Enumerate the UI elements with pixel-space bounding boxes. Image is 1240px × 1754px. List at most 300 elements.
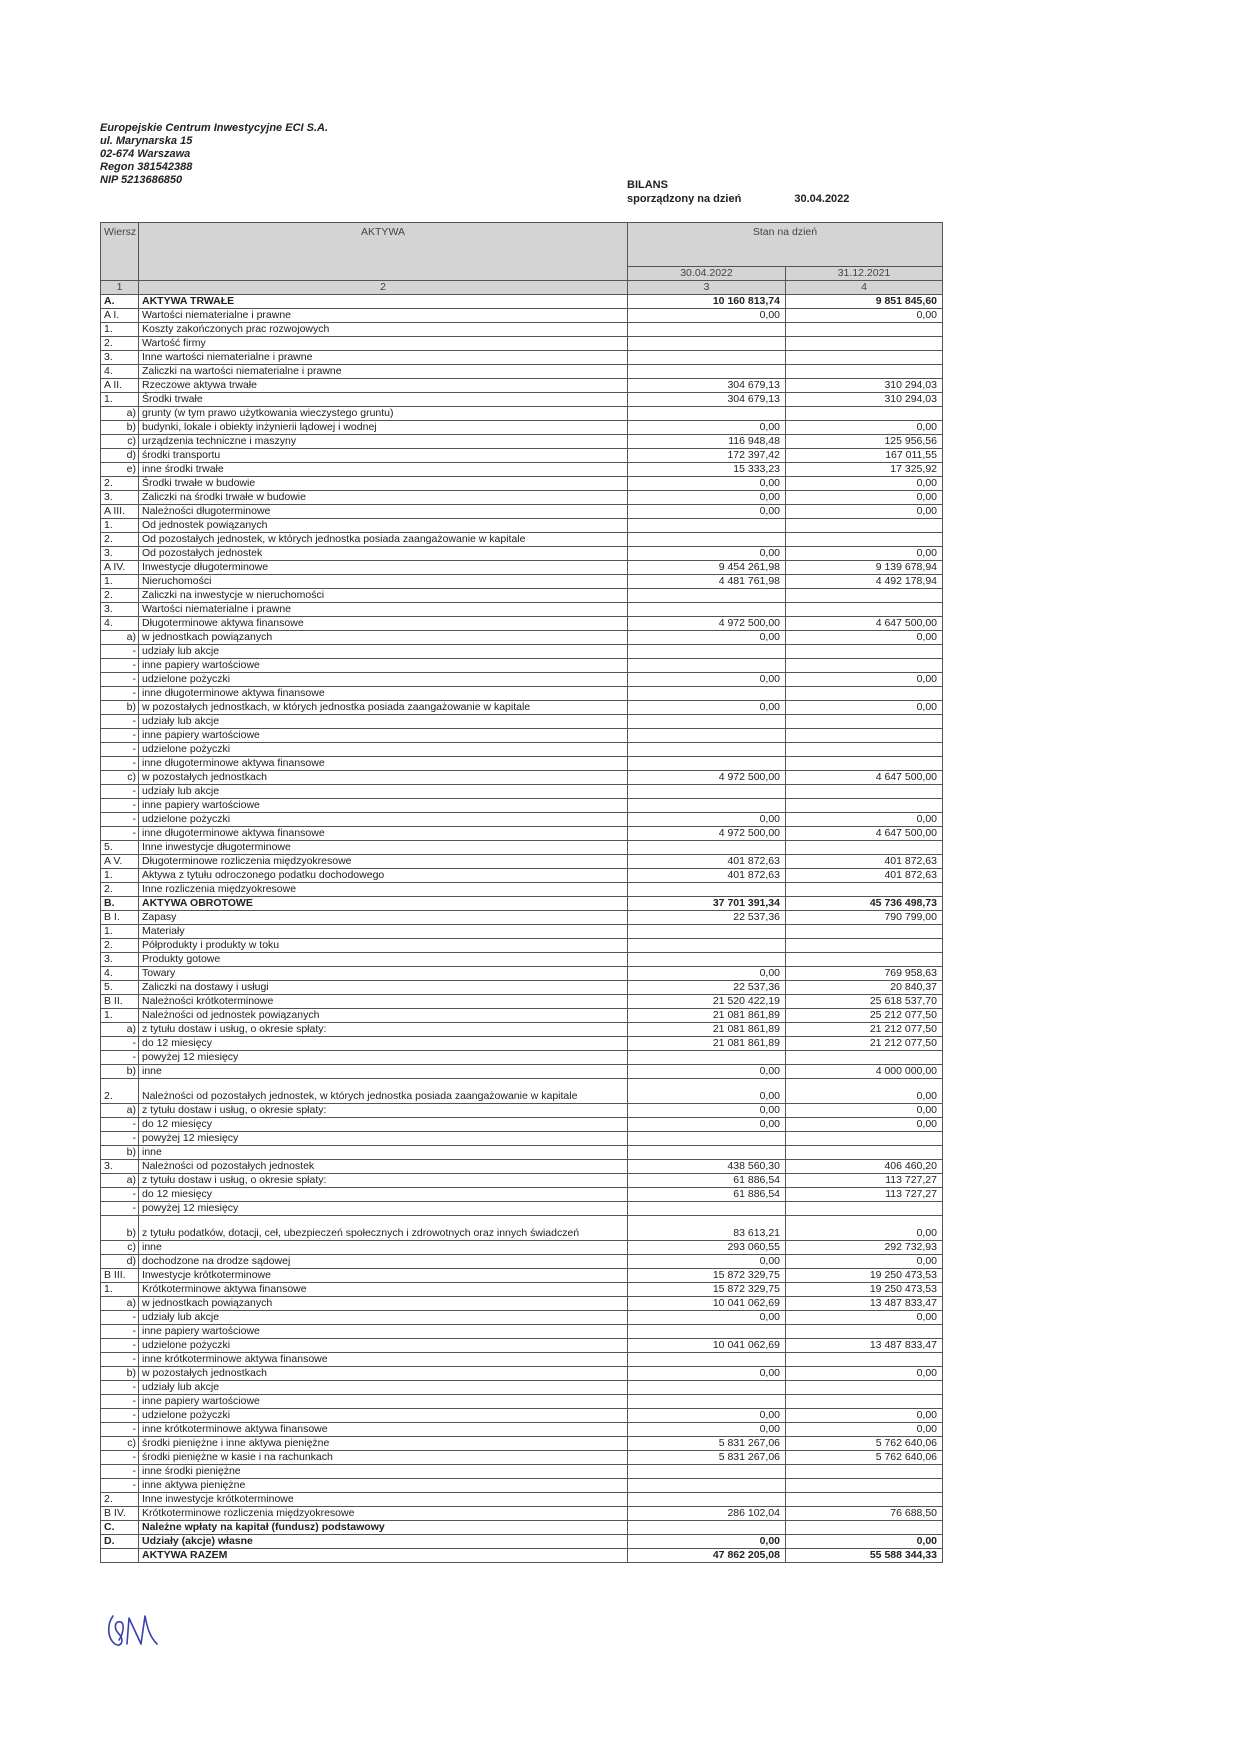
row-number: - <box>101 1311 139 1325</box>
table-row <box>101 575 943 589</box>
row-value-current <box>628 953 786 967</box>
row-value-current: 10 041 062,69 <box>628 1297 786 1311</box>
row-value-previous <box>786 953 943 967</box>
row-number <box>101 1549 139 1563</box>
table-row <box>101 967 943 981</box>
row-value-current <box>628 1465 786 1479</box>
table-row <box>101 1188 943 1202</box>
row-number: D. <box>101 1535 139 1549</box>
row-value-previous: 292 732,93 <box>786 1241 943 1255</box>
row-value-previous <box>786 841 943 855</box>
row-value-previous: 769 958,63 <box>786 967 943 981</box>
row-number: b) <box>101 1367 139 1381</box>
row-value-current: 21 520 422,19 <box>628 995 786 1009</box>
row-value-current <box>628 1146 786 1160</box>
table-row <box>101 1465 943 1479</box>
row-value-previous <box>786 533 943 547</box>
row-label: udzielone pożyczki <box>139 813 628 827</box>
row-value-previous: 25 212 077,50 <box>786 1009 943 1023</box>
row-value-current: 293 060,55 <box>628 1241 786 1255</box>
row-value-current: 15 333,23 <box>628 463 786 477</box>
table-row <box>101 1353 943 1367</box>
row-value-previous <box>786 1381 943 1395</box>
row-value-current: 4 972 500,00 <box>628 771 786 785</box>
row-value-current: 4 972 500,00 <box>628 617 786 631</box>
row-number: 3. <box>101 953 139 967</box>
row-value-current <box>628 1325 786 1339</box>
row-value-current: 401 872,63 <box>628 869 786 883</box>
row-number: 3. <box>101 1160 139 1174</box>
table-row <box>101 869 943 883</box>
row-number: 3. <box>101 491 139 505</box>
balance-subtitle: sporządzony na dzień <box>627 193 742 205</box>
table-row <box>101 1079 943 1104</box>
row-label: Nieruchomości <box>139 575 628 589</box>
row-label: Zaliczki na środki trwałe w budowie <box>139 491 628 505</box>
row-value-current: 0,00 <box>628 1255 786 1269</box>
table-row <box>101 1451 943 1465</box>
row-value-previous: 45 736 498,73 <box>786 897 943 911</box>
row-label: środki transportu <box>139 449 628 463</box>
row-label: udziały lub akcje <box>139 715 628 729</box>
table-row <box>101 645 943 659</box>
row-value-previous: 0,00 <box>786 1311 943 1325</box>
row-value-previous: 401 872,63 <box>786 869 943 883</box>
row-value-previous: 55 588 344,33 <box>786 1549 943 1563</box>
row-value-previous: 0,00 <box>786 491 943 505</box>
row-label: AKTYWA TRWAŁE <box>139 295 628 309</box>
row-label: środki pieniężne i inne aktywa pieniężne <box>139 1437 628 1451</box>
row-label: do 12 miesięcy <box>139 1188 628 1202</box>
row-number: - <box>101 715 139 729</box>
row-label: grunty (w tym prawo użytkowania wieczystego gruntu) <box>139 407 628 421</box>
header-aktywa: AKTYWA <box>139 223 628 281</box>
row-label: do 12 miesięcy <box>139 1118 628 1132</box>
row-number: B I. <box>101 911 139 925</box>
table-row <box>101 631 943 645</box>
row-label: w pozostałych jednostkach, w których jednostka posiada zaangażowanie w kapitale <box>139 701 628 715</box>
row-number: - <box>101 1325 139 1339</box>
row-label: z tytułu dostaw i usług, o okresie spłaty: <box>139 1104 628 1118</box>
row-number: C. <box>101 1521 139 1535</box>
row-value-previous: 406 460,20 <box>786 1160 943 1174</box>
row-value-previous: 9 139 678,94 <box>786 561 943 575</box>
row-label: Należności od pozostałych jednostek, w których jednostka posiada zaangażowanie w kapitale <box>139 1079 628 1104</box>
row-value-previous: 0,00 <box>786 1423 943 1437</box>
row-label: Należności od pozostałych jednostek <box>139 1160 628 1174</box>
row-value-previous: 113 727,27 <box>786 1174 943 1188</box>
row-label: w jednostkach powiązanych <box>139 1297 628 1311</box>
row-value-previous <box>786 337 943 351</box>
table-row <box>101 1311 943 1325</box>
table-row <box>101 1297 943 1311</box>
row-label: inne krótkoterminowe aktywa finansowe <box>139 1353 628 1367</box>
row-number: 1. <box>101 925 139 939</box>
row-number: b) <box>101 701 139 715</box>
row-value-previous <box>786 1325 943 1339</box>
row-value-previous <box>786 603 943 617</box>
row-label: Środki trwałe w budowie <box>139 477 628 491</box>
row-label: inne krótkoterminowe aktywa finansowe <box>139 1423 628 1437</box>
row-number: 2. <box>101 939 139 953</box>
row-value-previous: 0,00 <box>786 1367 943 1381</box>
row-value-current: 4 481 761,98 <box>628 575 786 589</box>
row-number: a) <box>101 1023 139 1037</box>
row-label: Wartości niematerialne i prawne <box>139 309 628 323</box>
row-value-previous <box>786 1146 943 1160</box>
row-value-previous: 21 212 077,50 <box>786 1023 943 1037</box>
row-value-current: 0,00 <box>628 477 786 491</box>
table-row <box>101 771 943 785</box>
table-row <box>101 827 943 841</box>
row-value-previous: 125 956,56 <box>786 435 943 449</box>
row-value-current: 0,00 <box>628 813 786 827</box>
row-label: Inne inwestycje długoterminowe <box>139 841 628 855</box>
row-number: 1. <box>101 1283 139 1297</box>
table-row <box>101 995 943 1009</box>
row-value-previous <box>786 1479 943 1493</box>
table-row <box>101 589 943 603</box>
row-value-current: 401 872,63 <box>628 855 786 869</box>
table-row <box>101 883 943 897</box>
row-label: udziały lub akcje <box>139 1311 628 1325</box>
row-number: - <box>101 729 139 743</box>
row-number: - <box>101 1051 139 1065</box>
row-number: b) <box>101 421 139 435</box>
row-number: - <box>101 1465 139 1479</box>
row-value-previous <box>786 1493 943 1507</box>
row-value-current: 172 397,42 <box>628 449 786 463</box>
row-label: dochodzone na drodze sądowej <box>139 1255 628 1269</box>
row-number: - <box>101 757 139 771</box>
header-stan-na-dzien: Stan na dzień <box>628 223 943 267</box>
row-number: - <box>101 645 139 659</box>
row-number: - <box>101 1132 139 1146</box>
table-row <box>101 1202 943 1216</box>
row-label: udzielone pożyczki <box>139 743 628 757</box>
row-value-current: 0,00 <box>628 1079 786 1104</box>
row-value-current: 22 537,36 <box>628 981 786 995</box>
handwritten-initials <box>105 1604 165 1654</box>
row-value-current: 15 872 329,75 <box>628 1269 786 1283</box>
row-value-current: 0,00 <box>628 967 786 981</box>
row-value-current: 0,00 <box>628 309 786 323</box>
row-label: Od jednostek powiązanych <box>139 519 628 533</box>
row-number: a) <box>101 1297 139 1311</box>
row-value-current: 61 886,54 <box>628 1174 786 1188</box>
table-row <box>101 813 943 827</box>
row-value-current: 22 537,36 <box>628 911 786 925</box>
row-value-previous <box>786 1353 943 1367</box>
table-row <box>101 1037 943 1051</box>
row-value-previous: 19 250 473,53 <box>786 1269 943 1283</box>
table-row <box>101 505 943 519</box>
row-value-previous: 0,00 <box>786 813 943 827</box>
table-row <box>101 1549 943 1563</box>
row-value-current <box>628 659 786 673</box>
row-label: inne długoterminowe aktywa finansowe <box>139 757 628 771</box>
row-value-previous: 0,00 <box>786 1535 943 1549</box>
row-value-current: 304 679,13 <box>628 379 786 393</box>
row-label: Krótkoterminowe rozliczenia międzyokresowe <box>139 1507 628 1521</box>
row-value-current <box>628 1521 786 1535</box>
table-row <box>101 911 943 925</box>
row-value-previous: 4 492 178,94 <box>786 575 943 589</box>
row-label: powyżej 12 miesięcy <box>139 1051 628 1065</box>
row-label: powyżej 12 miesięcy <box>139 1202 628 1216</box>
row-value-current <box>628 925 786 939</box>
row-number: a) <box>101 1174 139 1188</box>
row-value-current: 0,00 <box>628 701 786 715</box>
row-label: inne <box>139 1241 628 1255</box>
row-value-previous <box>786 883 943 897</box>
row-value-current <box>628 729 786 743</box>
row-value-previous <box>786 659 943 673</box>
row-value-current <box>628 715 786 729</box>
row-number: c) <box>101 771 139 785</box>
row-value-current <box>628 841 786 855</box>
company-nip: NIP 5213686850 <box>100 174 183 186</box>
row-label: inne papiery wartościowe <box>139 1325 628 1339</box>
table-row <box>101 715 943 729</box>
row-number: d) <box>101 449 139 463</box>
row-label: udziały lub akcje <box>139 785 628 799</box>
row-value-previous <box>786 407 943 421</box>
row-value-current <box>628 939 786 953</box>
row-value-previous <box>786 785 943 799</box>
table-row <box>101 1023 943 1037</box>
row-label: w pozostałych jednostkach <box>139 1367 628 1381</box>
row-value-previous <box>786 323 943 337</box>
row-value-current <box>628 1381 786 1395</box>
row-value-previous: 17 325,92 <box>786 463 943 477</box>
row-value-previous: 4 647 500,00 <box>786 771 943 785</box>
row-label: Długoterminowe aktywa finansowe <box>139 617 628 631</box>
row-value-previous <box>786 939 943 953</box>
table-row <box>101 981 943 995</box>
row-label: Zaliczki na dostawy i usługi <box>139 981 628 995</box>
row-value-previous: 76 688,50 <box>786 1507 943 1521</box>
row-number: - <box>101 1451 139 1465</box>
row-number: 2. <box>101 337 139 351</box>
row-value-current: 0,00 <box>628 1104 786 1118</box>
table-row <box>101 421 943 435</box>
row-value-previous: 790 799,00 <box>786 911 943 925</box>
row-label: Koszty zakończonych prac rozwojowych <box>139 323 628 337</box>
row-value-previous: 5 762 640,06 <box>786 1437 943 1451</box>
row-value-current <box>628 1132 786 1146</box>
row-value-current: 61 886,54 <box>628 1188 786 1202</box>
row-label: Zaliczki na inwestycje w nieruchomości <box>139 589 628 603</box>
table-row <box>101 449 943 463</box>
row-label: udziały lub akcje <box>139 1381 628 1395</box>
table-row <box>101 407 943 421</box>
row-label: Udziały (akcje) własne <box>139 1535 628 1549</box>
row-label: z tytułu podatków, dotacji, ceł, ubezpieczeń społecznych i zdrowotnych oraz innych świadczeń <box>139 1216 628 1241</box>
balance-title: BILANS <box>627 179 668 191</box>
row-value-previous <box>786 729 943 743</box>
row-label: udziały lub akcje <box>139 645 628 659</box>
table-row <box>101 1174 943 1188</box>
row-label: Długoterminowe rozliczenia międzyokresowe <box>139 855 628 869</box>
table-row <box>101 295 943 309</box>
balance-rows <box>101 295 943 1563</box>
row-value-previous <box>786 757 943 771</box>
row-value-previous: 0,00 <box>786 673 943 687</box>
row-value-current <box>628 351 786 365</box>
table-row <box>101 799 943 813</box>
row-value-current: 0,00 <box>628 631 786 645</box>
row-label: urządzenia techniczne i maszyny <box>139 435 628 449</box>
row-value-current: 15 872 329,75 <box>628 1283 786 1297</box>
table-row <box>101 855 943 869</box>
table-row <box>101 617 943 631</box>
row-label: inne papiery wartościowe <box>139 659 628 673</box>
row-number: 1. <box>101 323 139 337</box>
row-number: - <box>101 659 139 673</box>
row-number: 4. <box>101 365 139 379</box>
row-label: inne długoterminowe aktywa finansowe <box>139 827 628 841</box>
row-value-previous: 0,00 <box>786 1216 943 1241</box>
row-value-current <box>628 687 786 701</box>
row-value-current: 0,00 <box>628 1409 786 1423</box>
row-value-previous <box>786 365 943 379</box>
row-label: inne papiery wartościowe <box>139 729 628 743</box>
row-value-current <box>628 1395 786 1409</box>
row-label: Inwestycje długoterminowe <box>139 561 628 575</box>
row-number: - <box>101 1353 139 1367</box>
company-name: Europejskie Centrum Inwestycyjne ECI S.A. <box>100 122 329 134</box>
row-value-current <box>628 757 786 771</box>
table-row <box>101 337 943 351</box>
row-value-current <box>628 365 786 379</box>
table-row <box>101 561 943 575</box>
row-number: d) <box>101 1255 139 1269</box>
row-value-current: 116 948,48 <box>628 435 786 449</box>
header-num-1: 1 <box>101 281 139 295</box>
row-label: inne środki trwałe <box>139 463 628 477</box>
company-regon: Regon 381542388 <box>100 161 193 173</box>
row-value-current <box>628 533 786 547</box>
row-label: z tytułu dostaw i usług, o okresie spłaty: <box>139 1174 628 1188</box>
table-row <box>101 701 943 715</box>
table-row <box>101 1423 943 1437</box>
row-number: - <box>101 785 139 799</box>
table-row <box>101 1395 943 1409</box>
row-value-current <box>628 323 786 337</box>
row-number: 2. <box>101 533 139 547</box>
row-label: z tytułu dostaw i usług, o okresie spłaty: <box>139 1023 628 1037</box>
row-value-previous: 4 000 000,00 <box>786 1065 943 1079</box>
header-num-3: 3 <box>628 281 786 295</box>
row-label: Krótkoterminowe aktywa finansowe <box>139 1283 628 1297</box>
row-number: 1. <box>101 393 139 407</box>
row-label: inne środki pieniężne <box>139 1465 628 1479</box>
row-number: 3. <box>101 351 139 365</box>
row-number: B II. <box>101 995 139 1009</box>
row-value-previous <box>786 351 943 365</box>
row-number: A I. <box>101 309 139 323</box>
row-number: b) <box>101 1216 139 1241</box>
row-value-previous <box>786 743 943 757</box>
row-value-current: 10 160 813,74 <box>628 295 786 309</box>
table-row <box>101 1493 943 1507</box>
row-value-previous: 0,00 <box>786 1104 943 1118</box>
row-number: - <box>101 1479 139 1493</box>
row-number: A IV. <box>101 561 139 575</box>
row-number: - <box>101 1409 139 1423</box>
table-row <box>101 1255 943 1269</box>
table-row <box>101 1507 943 1521</box>
row-value-current: 0,00 <box>628 491 786 505</box>
row-value-previous <box>786 519 943 533</box>
row-value-previous: 0,00 <box>786 1409 943 1423</box>
row-value-previous: 4 647 500,00 <box>786 827 943 841</box>
row-value-previous: 0,00 <box>786 505 943 519</box>
row-label: Od pozostałych jednostek <box>139 547 628 561</box>
row-label: w jednostkach powiązanych <box>139 631 628 645</box>
row-value-current: 21 081 861,89 <box>628 1037 786 1051</box>
row-value-previous <box>786 645 943 659</box>
row-number: c) <box>101 1241 139 1255</box>
row-number: a) <box>101 407 139 421</box>
row-value-previous: 25 618 537,70 <box>786 995 943 1009</box>
row-number: 2. <box>101 1493 139 1507</box>
row-number: - <box>101 1395 139 1409</box>
row-value-previous: 0,00 <box>786 477 943 491</box>
row-number: 1. <box>101 1009 139 1023</box>
row-number: 3. <box>101 547 139 561</box>
table-row <box>101 533 943 547</box>
row-label: inne <box>139 1065 628 1079</box>
table-row <box>101 897 943 911</box>
row-number: 1. <box>101 575 139 589</box>
table-row <box>101 1118 943 1132</box>
row-number: a) <box>101 631 139 645</box>
row-value-previous: 0,00 <box>786 547 943 561</box>
row-value-current <box>628 785 786 799</box>
table-row <box>101 519 943 533</box>
header-num-2: 2 <box>139 281 628 295</box>
row-label: budynki, lokale i obiekty inżynierii lądowej i wodnej <box>139 421 628 435</box>
row-value-current <box>628 799 786 813</box>
table-row <box>101 323 943 337</box>
row-value-previous <box>786 799 943 813</box>
row-value-previous: 0,00 <box>786 631 943 645</box>
row-number: - <box>101 813 139 827</box>
row-value-current: 21 081 861,89 <box>628 1009 786 1023</box>
balance-sheet-table <box>100 222 943 1563</box>
row-value-current: 10 041 062,69 <box>628 1339 786 1353</box>
row-value-previous: 21 212 077,50 <box>786 1037 943 1051</box>
row-value-current <box>628 1479 786 1493</box>
row-label: udzielone pożyczki <box>139 1409 628 1423</box>
row-value-previous: 13 487 833,47 <box>786 1297 943 1311</box>
table-row <box>101 1104 943 1118</box>
table-row <box>101 379 943 393</box>
table-row <box>101 603 943 617</box>
row-number: B. <box>101 897 139 911</box>
row-number: 5. <box>101 981 139 995</box>
table-row <box>101 785 943 799</box>
row-number: B III. <box>101 1269 139 1283</box>
table-row <box>101 1051 943 1065</box>
row-value-current: 0,00 <box>628 1311 786 1325</box>
table-row <box>101 477 943 491</box>
table-row <box>101 673 943 687</box>
row-number: 3. <box>101 603 139 617</box>
row-number: 2. <box>101 477 139 491</box>
